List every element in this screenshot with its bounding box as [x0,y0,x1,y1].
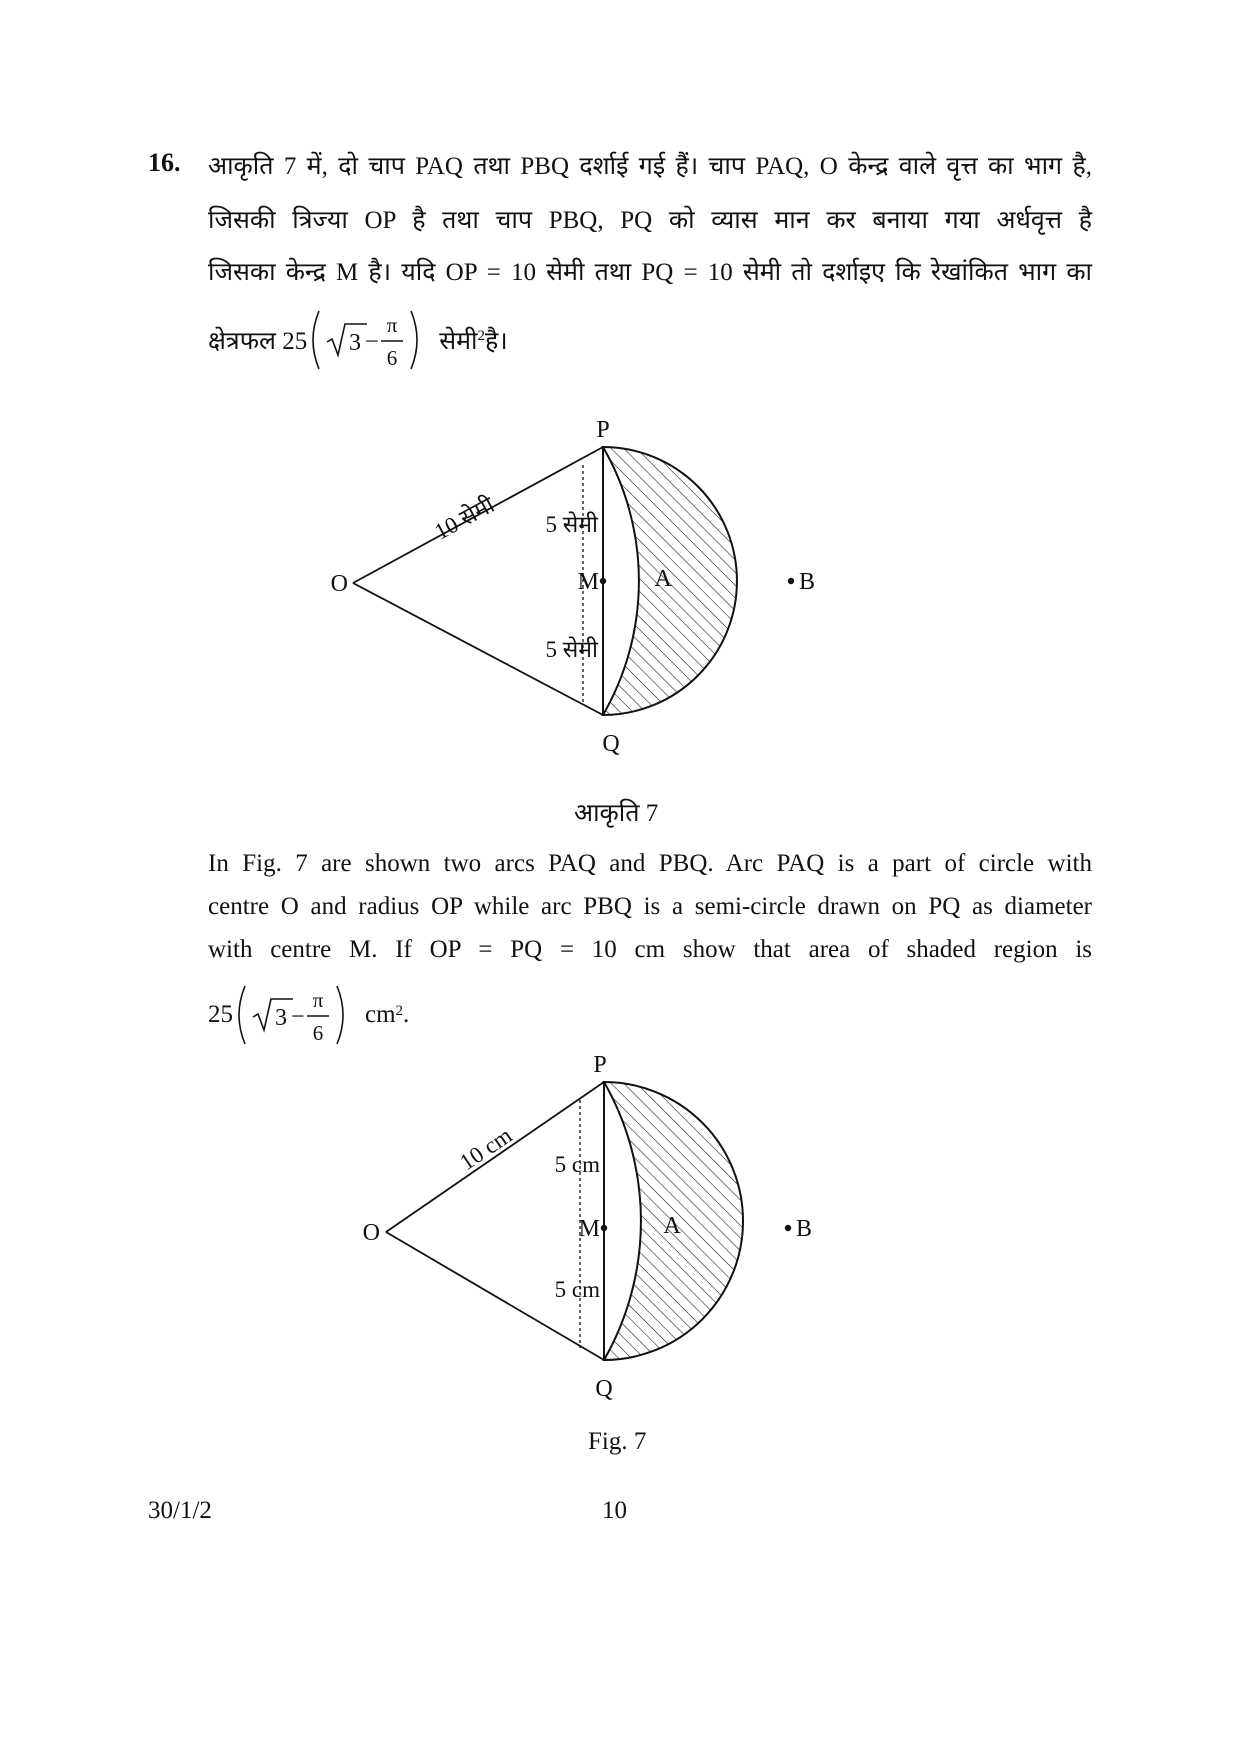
english-formula-unit: cm [365,1001,396,1028]
paper-code: 30/1/2 [148,1497,212,1524]
label-q: Q [602,731,620,757]
label-p: P [596,417,610,443]
label-mq-length: 5 सेमी [545,637,598,662]
page-number: 10 [602,1497,627,1524]
question-number: 16. [148,148,181,177]
english-text-line-1: In Fig. 7 are shown two arcs PAQ and PBQ. Arc PAQ is a part of circle with [208,850,1092,877]
label-op-length: 10 सेमी [430,492,499,545]
label-p: P [593,1052,607,1078]
label-mq-length: 5 cm [554,1277,600,1302]
formula-denominator: 6 [312,1021,324,1045]
figure-hindi [300,405,860,775]
hindi-text-line-3: जिसका केन्द्र M है। यदि OP = 10 सेमी तथा PQ = 10 सेमी तो दर्शाइए कि रेखांकित भाग का [208,259,1092,286]
point-b [785,1225,791,1231]
label-m: M [577,569,599,595]
point-m [600,578,606,584]
label-q: Q [595,1376,613,1402]
label-pm-length: 5 सेमी [545,512,598,537]
figure-hindi-caption: आकृति 7 [574,800,659,827]
formula-minus: − [291,1004,305,1030]
english-formula-exponent: 2 [395,1002,404,1019]
label-m: M [578,1216,600,1242]
figure-english [300,1040,860,1410]
hindi-formula-prefix: क्षेत्रफल 25 [208,328,308,355]
hindi-formula-exponent: 2 [477,327,486,344]
english-text-line-3: with centre M. If OP = PQ = 10 cm show that area of shaded region is [208,936,1092,963]
formula-numerator: π [386,313,398,337]
hindi-formula-unit: सेमी [439,328,478,355]
label-o: O [330,571,348,597]
area-formula-expression [307,305,439,375]
label-pm-length: 5 cm [554,1152,600,1177]
formula-sqrt-value: 3 [275,1005,287,1031]
formula-numerator: π [312,988,324,1012]
label-a: A [654,566,672,592]
point-b [788,578,794,584]
formula-minus: − [365,329,379,355]
english-text-line-2: centre O and radius OP while arc PBQ is a semi-circle drawn on PQ as diameter [208,893,1092,920]
formula-sqrt-value: 3 [349,330,362,356]
label-a: A [663,1213,681,1239]
label-op-length: 10 cm [455,1122,517,1176]
label-b: B [796,1216,813,1242]
formula-denominator: 6 [386,346,398,370]
hindi-formula-line [208,305,508,375]
label-b: B [799,569,816,595]
hindi-text-line-2: जिसकी त्रिज्या OP है तथा चाप PBQ, PQ को व्यास मान कर बनाया गया अर्धवृत्त है [208,207,1092,234]
hindi-formula-suffix: है। [485,328,508,355]
figure-english-caption: Fig. 7 [588,1428,647,1455]
english-formula-suffix: . [403,1001,410,1028]
label-o: O [362,1220,380,1246]
point-m [601,1225,607,1231]
hindi-text-line-1: आकृति 7 में, दो चाप PAQ तथा PBQ दर्शाई गई हैं। चाप PAQ, O केन्द्र वाले वृत्त का भाग है, [208,153,1092,180]
english-formula-prefix: 25 [208,1001,233,1028]
